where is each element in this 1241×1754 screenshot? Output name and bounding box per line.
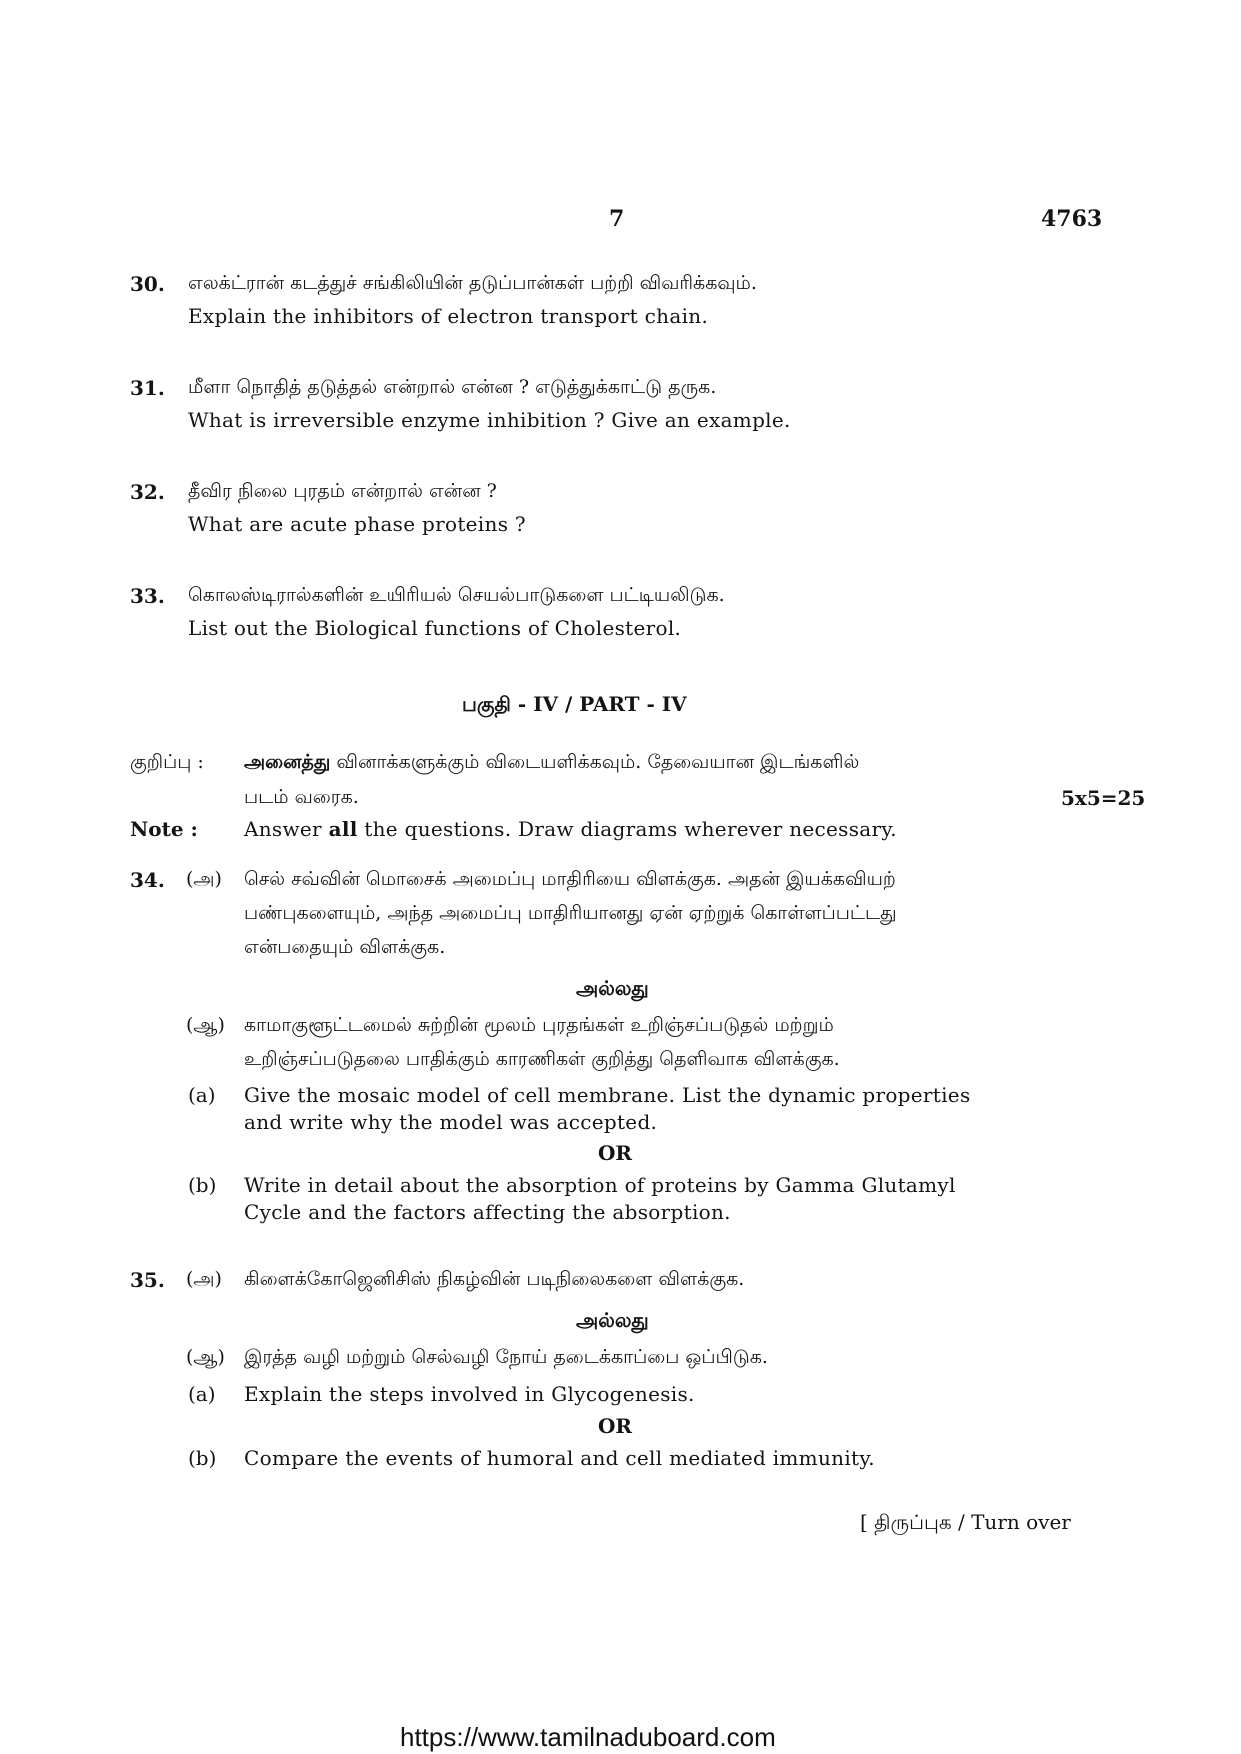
tamil-note-line-2: படம் வரைக. (244, 786, 359, 808)
turn-over: [ திருப்புக / Turn over (860, 1510, 1071, 1534)
source-url: https://www.tamilnaduboard.com (400, 1722, 776, 1752)
tamil-note-label: குறிப்பு : (130, 751, 204, 773)
option-b-tamil-line: காமாகுளூட்டமைல் சுற்றின் மூலம் புரதங்கள் உறிஞ்சப்படுதல் மற்றும் (244, 1014, 834, 1036)
question-number: 34. (130, 868, 165, 892)
question-number: 32. (130, 480, 165, 504)
marks-allocation: 5x5=25 (1061, 786, 1146, 810)
option-a-tamil-line: செல் சவ்வின் மொசைக் அமைப்பு மாதிரியை விளக்குக. அதன் இயக்கவியற் (244, 868, 896, 890)
question-tamil: மீளா நொதித் தடுத்தல் என்றால் என்ன ? எடுத்துக்காட்டு தருக. (188, 376, 717, 398)
question-number: 31. (130, 376, 165, 400)
tamil-note-line-1 (244, 751, 859, 776)
option-label-tamil: (அ) (186, 1268, 222, 1290)
question-tamil: கொலஸ்டிரால்களின் உயிரியல் செயல்பாடுகளை பட்டியலிடுக. (188, 584, 725, 606)
note-text-post: the questions. Draw diagrams wherever necessary. (357, 817, 897, 841)
paper-code: 4763 (1041, 206, 1103, 232)
note-text-pre: Answer (244, 817, 329, 841)
option-a-english-line: and write why the model was accepted. (244, 1110, 658, 1134)
question-english: Explain the inhibitors of electron transport chain. (188, 304, 709, 328)
option-b-english-line: Cycle and the factors affecting the absorption. (244, 1200, 731, 1224)
option-label-tamil: (ஆ) (186, 1346, 225, 1368)
question-number: 35. (130, 1268, 165, 1292)
option-a-tamil-line: கிளைக்கோஜெனிசிஸ் நிகழ்வின் படிநிலைகளை விளக்குக. (244, 1268, 745, 1290)
question-tamil: தீவிர நிலை புரதம் என்றால் என்ன ? (188, 480, 497, 502)
option-label-english: (a) (188, 1083, 216, 1107)
or-english: OR (598, 1414, 633, 1438)
or-english: OR (598, 1141, 633, 1165)
or-tamil: அல்லது (576, 1308, 649, 1332)
option-label-english: (b) (188, 1173, 217, 1197)
option-b-english-line: Write in detail about the absorption of proteins by Gamma Glutamyl (244, 1173, 956, 1197)
question-english: What is irreversible enzyme inhibition ? Give an example. (188, 408, 791, 432)
tamil-note-emphasis: அனைத்து (244, 751, 331, 773)
option-a-english-line: Explain the steps involved in Glycogenesis. (244, 1382, 695, 1406)
note-text-emphasis: all (328, 817, 358, 841)
option-label-tamil: (அ) (186, 868, 222, 890)
question-number: 30. (130, 272, 165, 296)
option-b-english-line: Compare the events of humoral and cell mediated immunity. (244, 1446, 875, 1470)
option-a-tamil-line: என்பதையும் விளக்குக. (244, 936, 446, 958)
question-number: 33. (130, 584, 165, 608)
question-tamil: எலக்ட்ரான் கடத்துச் சங்கிலியின் தடுப்பான்கள் பற்றி விவரிக்கவும். (188, 272, 757, 294)
question-english: What are acute phase proteins ? (188, 512, 526, 536)
part-title: பகுதி - IV / PART - IV (462, 692, 687, 716)
option-b-tamil-line: இரத்த வழி மற்றும் செல்வழி நோய் தடைக்காப்பை ஒப்பிடுக. (244, 1346, 768, 1368)
option-a-english-line: Give the mosaic model of cell membrane. List the dynamic properties (244, 1083, 971, 1107)
option-label-tamil: (ஆ) (186, 1014, 225, 1036)
question-english: List out the Biological functions of Cholesterol. (188, 616, 682, 640)
option-b-tamil-line: உறிஞ்சப்படுதலை பாதிக்கும் காரணிகள் குறித்து தெளிவாக விளக்குக. (244, 1048, 840, 1070)
or-tamil: அல்லது (576, 976, 649, 1000)
option-a-tamil-line: பண்புகளையும், அந்த அமைப்பு மாதிரியானது ஏன் ஏற்றுக் கொள்ளப்பட்டது (244, 902, 897, 924)
option-label-english: (b) (188, 1446, 217, 1470)
note-text (244, 817, 897, 841)
tamil-note-text: வினாக்களுக்கும் விடையளிக்கவும். தேவையான இடங்களில் (336, 751, 860, 773)
page-number: 7 (609, 206, 625, 232)
option-label-english: (a) (188, 1382, 216, 1406)
note-label: Note : (130, 817, 198, 841)
